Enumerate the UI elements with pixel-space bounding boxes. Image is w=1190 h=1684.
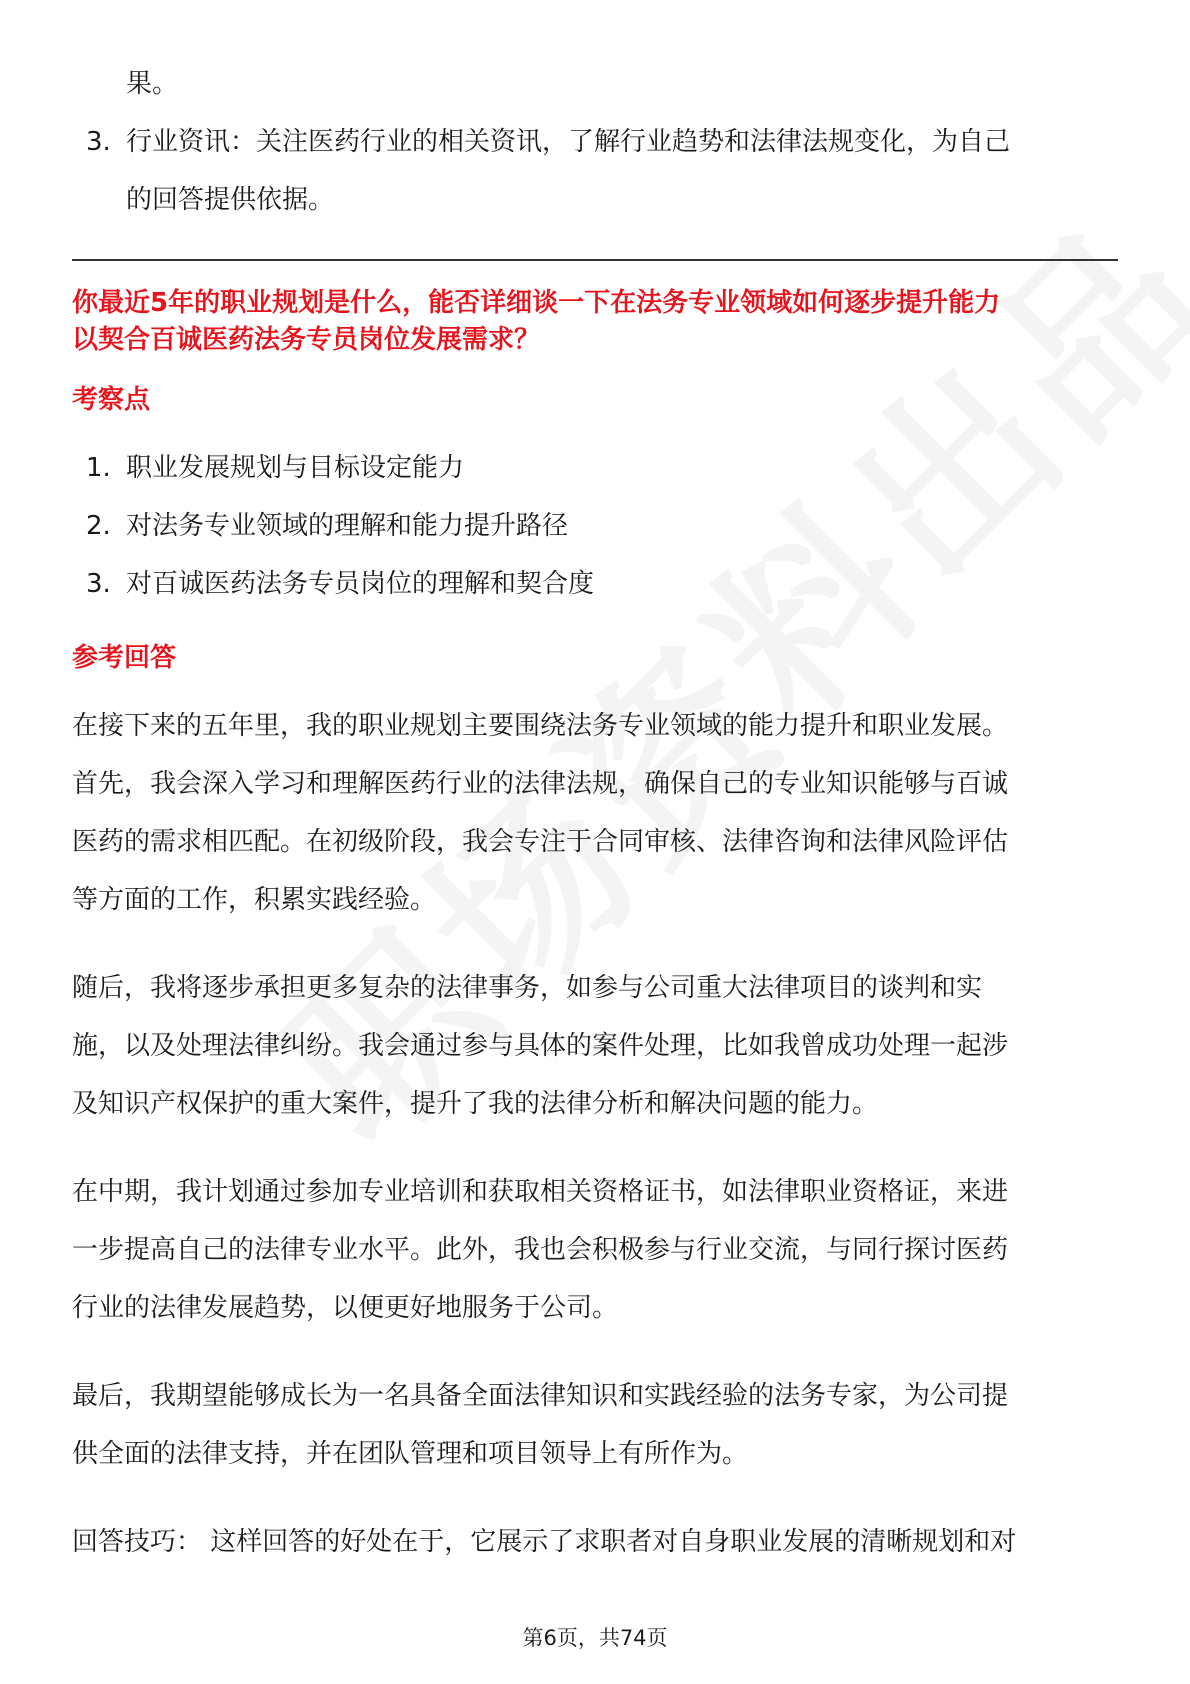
- paragraph-line: 随后，我将逐步承担更多复杂的法律事务，如参与公司重大法律项目的谈判和实: [72, 973, 983, 1003]
- paragraph-line: 供全面的法律支持，并在团队管理和项目领导上有所作为。: [72, 1439, 749, 1469]
- section-divider: [72, 259, 1118, 261]
- list-item-line: 行业资讯：关注医药行业的相关资讯，了解行业趋势和法律法规变化，为自己: [126, 127, 1011, 157]
- answer-paragraph-4: [72, 1367, 1118, 1483]
- paragraph-line: 医药的需求相匹配。在初级阶段，我会专注于合同审核、法律咨询和法律风险评估: [72, 827, 1009, 857]
- list-number: 3.: [86, 127, 111, 157]
- paragraph-line: 及知识产权保护的重大案件，提升了我的法律分析和解决问题的能力。: [72, 1089, 879, 1119]
- focus-item-text: 职业发展规划与目标设定能力: [126, 453, 465, 483]
- answer-paragraph-3: [72, 1163, 1118, 1337]
- question-line: 以契合百诚医药法务专员岗位发展需求？: [72, 325, 541, 355]
- paragraph-line: 在接下来的五年里，我的职业规划主要围绕法务专业领域的能力提升和职业发展。: [72, 711, 1009, 741]
- focus-list: [72, 439, 1118, 613]
- paragraph-line: 在中期，我计划通过参加专业培训和获取相关资格证书，如法律职业资格证，来进: [72, 1177, 1009, 1207]
- list-number: 2.: [86, 511, 111, 541]
- page-number-footer: 第6页，共74页: [522, 1626, 668, 1650]
- answer-paragraph-2: [72, 959, 1118, 1133]
- paragraph-line: 施，以及处理法律纠纷。我会通过参与具体的案件处理，比如我曾成功处理一起涉: [72, 1031, 1009, 1061]
- answer-heading: 参考回答: [72, 643, 177, 673]
- page-content: [72, 55, 1118, 1571]
- paragraph-line: 行业的法律发展趋势，以便更好地服务于公司。: [72, 1293, 619, 1323]
- focus-item: [72, 497, 1118, 555]
- paragraph-line: 等方面的工作，积累实践经验。: [72, 885, 437, 915]
- paragraph-line: 首先，我会深入学习和理解医药行业的法律法规，确保自己的专业知识能够与百诚: [72, 769, 1009, 799]
- focus-item-text: 对百诚医药法务专员岗位的理解和契合度: [126, 569, 595, 599]
- focus-item: [72, 439, 1118, 497]
- paragraph-line: 一步提高自己的法律专业水平。此外，我也会积极参与行业交流，与同行探讨医药: [72, 1235, 1009, 1265]
- answer-paragraph-1: [72, 697, 1118, 929]
- prev-item-tail: 果。: [126, 69, 179, 99]
- paragraph-line: 最后，我期望能够成长为一名具备全面法律知识和实践经验的法务专家，为公司提: [72, 1381, 1009, 1411]
- focus-item: [72, 555, 1118, 613]
- focus-item-text: 对法务专业领域的理解和能力提升路径: [126, 511, 569, 541]
- question-line: 你最近5年的职业规划是什么，能否详细谈一下在法务专业领域如何逐步提升能力: [72, 288, 1001, 318]
- list-number: 3.: [86, 569, 111, 599]
- list-item-line: 的回答提供依据。: [126, 185, 335, 215]
- focus-heading: 考察点: [72, 385, 151, 415]
- list-number: 1.: [86, 453, 111, 483]
- question-title: [72, 285, 1118, 359]
- answer-tip: 回答技巧： 这样回答的好处在于，它展示了求职者对自身职业发展的清晰规划和对: [72, 1527, 1017, 1557]
- prev-list-item-3: [72, 113, 1118, 229]
